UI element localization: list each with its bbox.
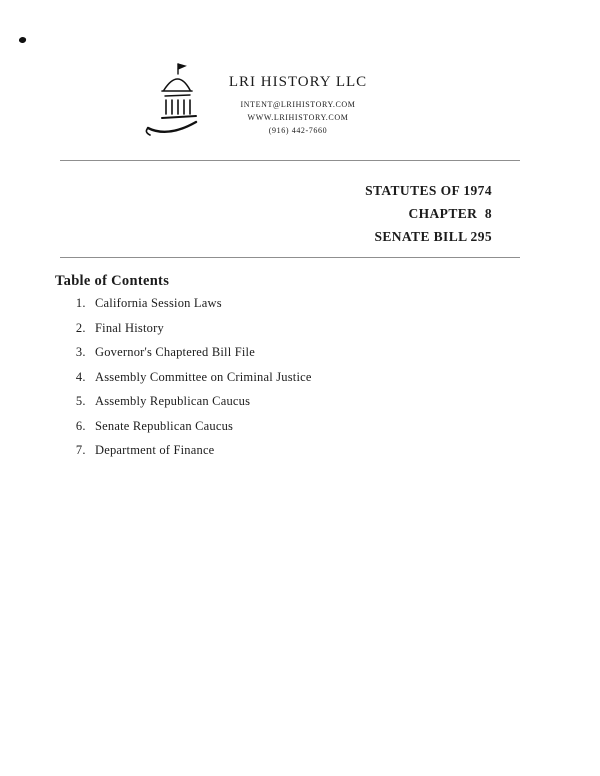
company-name: LRI HISTORY LLC: [228, 74, 368, 90]
toc-item: 2. Final History: [89, 321, 312, 335]
company-phone: (916) 442-7660: [268, 126, 328, 135]
statute-reference: [365, 179, 492, 248]
toc-item: 4. Assembly Committee on Criminal Justice: [89, 370, 312, 384]
toc-list: [55, 296, 312, 468]
statutes-line: STATUTES OF 1974: [365, 183, 492, 198]
toc-item: 1. California Session Laws: [89, 296, 312, 310]
scan-artifact: [18, 36, 26, 43]
toc-title: Table of Contents: [55, 273, 170, 289]
divider-top: [60, 160, 520, 161]
toc-item: 6. Senate Republican Caucus: [89, 419, 312, 433]
company-header: [208, 74, 388, 137]
toc-item: 5. Assembly Republican Caucus: [89, 394, 312, 408]
company-email: INTENT@LRIHISTORY.COM: [240, 100, 356, 109]
toc-item: 3. Governor's Chaptered Bill File: [89, 345, 312, 359]
senate-bill-line: SENATE BILL 295: [374, 229, 492, 244]
divider-bottom: [60, 257, 520, 258]
capitol-logo-icon: [138, 58, 212, 146]
chapter-line: CHAPTER 8: [408, 206, 492, 221]
toc-item: 7. Department of Finance: [89, 443, 312, 457]
company-website: WWW.LRIHISTORY.COM: [247, 113, 349, 122]
